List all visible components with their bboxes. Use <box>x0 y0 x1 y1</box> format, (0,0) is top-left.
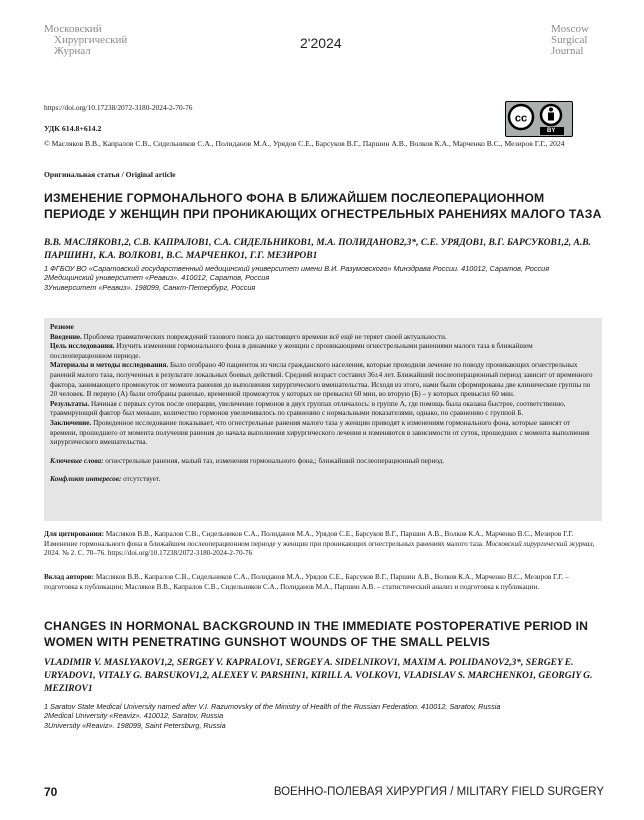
keywords-text: огнестрельные ранения, малый таз, изменения гормонального фона,; ближайший послеоперационный период. <box>103 456 445 465</box>
abstract-conclusion <box>50 419 596 448</box>
cc-by-license-badge[interactable] <box>505 101 573 137</box>
conclusion-text: Проведенное исследование показывает, что огнестрельные ранения малого таза у женщин приводят к изменениям гормонального фона, которые зависят от времени, прошедшего от момента получения ранения до начала выполнения хирургического лечения и изменяются в зависимости от суток, прошедших с момента выполнения хирургического вмешательства. <box>50 418 590 447</box>
citation-journal: Московский хирургический журнал <box>485 539 593 548</box>
abstract-goal <box>50 342 596 361</box>
affiliations-en <box>44 702 604 730</box>
contribution-text: Масляков В.В., Капралов С.В., Сидельников С.А., Полиданов М.А., Урядов С.Е., Барсуков В.Г., Паршин А.В., Волков К.А., Марченко В.С., Мезиров Г.Г. – подготовка к публикации; Масляков В.В., Капралов С.В., Сидельников С.А., Полиданов М.А., Паршин А.В. – статистический анализ и подготовка к публикации. <box>44 573 569 591</box>
abstract-box <box>44 318 602 521</box>
methods-text: Было отобрано 40 пациенток из числа гражданского населения, которые проходили лечение по поводу проникающих огнестрельных ранений малого таза, полученных в результате локальных боевых действий. Средний возраст составил 36±4 лет. Ближайший послеоперационный период зависит от временного фактора, занимающего промежуток от момента ранения до выполнения хирургического вмешательства. Исходя из этого, нами были сформированы две клинические группы по 20 человек. В первую (А) были отобраны раненые, временной промежуток у которых не превысил 60 мин, во вторую (Б) – у которых превысил 60 мин. <box>50 361 593 399</box>
conflict-label: Конфликт интересов: <box>50 475 122 484</box>
udk-code: УДК 614.8+614.2 <box>44 124 102 133</box>
affiliations-ru <box>44 264 604 292</box>
intro-text: Проблема травматических повреждений тазового пояса до настоящего времени всё ещё не теряет своей актуальности. <box>81 332 447 341</box>
abstract-results <box>50 400 596 419</box>
issue-number: 2'2024 <box>300 35 342 51</box>
abstract-heading <box>50 323 596 333</box>
conclusion-label: Заключение. <box>50 418 92 427</box>
abstract-keywords <box>50 457 596 467</box>
keywords-label: Ключевые слова: <box>50 456 104 465</box>
article-title-ru: ИЗМЕНЕНИЕ ГОРМОНАЛЬНОГО ФОНА В БЛИЖАЙШЕМ ПОСЛЕОПЕРАЦИОННОМ ПЕРИОДЕ У ЖЕНЩИН ПРИ ПРОНИКАЮЩИХ ОГНЕСТРЕЛЬНЫХ РАНЕНИЯХ МАЛОГО ТАЗА <box>44 191 602 221</box>
intro-label: Введение. <box>50 332 82 341</box>
logo-en-line2: Surgical <box>551 34 588 46</box>
citation-tail: , 2024. № 2. С. 70–76. https://doi.org/10.17238/2072-3180-2024-2-70-76 <box>44 539 595 558</box>
contribution-label: Вклад авторов: <box>44 573 95 581</box>
affiliation-en-3: 3University «Reaviz». 198099, Saint Petersburg, Russia <box>44 720 226 730</box>
authors-ru <box>44 237 604 263</box>
abstract-heading-text: Резюме <box>50 323 74 331</box>
abstract-conflict <box>50 475 596 485</box>
affiliation-ru-3: 3Университет «Реавиз». 198099, Санкт-Петербург, Россия <box>44 282 256 292</box>
logo-ru-line2: Хирургический <box>54 34 128 46</box>
journal-logo-ru <box>44 24 127 57</box>
article-title-en: CHANGES IN HORMONAL BACKGROUND IN THE IMMEDIATE POSTOPERATIVE PERIOD IN WOMEN WITH PENETRATING GUNSHOT WOUNDS OF THE SMALL PELVIS <box>44 619 589 649</box>
citation-block <box>44 530 602 559</box>
affiliation-en-1: 1 Saratov State Medical University named after V.I. Razumovsky of the Ministry of Health of the Russian Federation. 410012, Saratov, Russia <box>44 702 501 711</box>
doi-link[interactable]: https://doi.org/10.17238/2072-3180-2024-2-70-76 <box>44 103 193 112</box>
abstract-methods <box>50 361 596 399</box>
footer-section-title: ВОЕННО-ПОЛЕВАЯ ХИРУРГИЯ / MILITARY FIELD SURGERY <box>273 786 604 798</box>
methods-label: Материалы и методы исследования. <box>50 361 169 370</box>
citation-text: Масляков В.В., Капралов С.В., Сидельников С.А., Полиданов М.А., Урядов С.Е., Барсуков В.Г., Паршин А.В., Волков К.А., Марченко В.С., Мезиров Г.Г. Изменение гормонального фона в ближайшем послеоперационном периоде у женщин при проникающих огнестрельных ранениях малого таза. <box>44 530 574 548</box>
authors-en <box>44 657 604 696</box>
results-text: Начиная с первых суток после операции, увеличение гормонов в двух группах отличалось: в группе А, где помощь была оказана быстрее, соответственно, травмирующий фактор был меньше, количество гормонов увеличивалось по сравнению с нормальными показателями, однако, по сравнению с группой Б. <box>50 399 566 418</box>
affiliation-ru-2: 2Медицинский университет «Реавиз». 410012, Саратов, Россия <box>44 273 270 283</box>
authors-en-text: VLADIMIR V. MASLYAKOV1,2, SERGEY V. KAPRALOV1, SERGEY A. SIDELNIKOV1, MAXIM A. POLIDANOV2,3*, SERGEY E. URYADOV1, VITALY G. BARSUKOV1,2, ALEXEY V. PARSHIN1, KIRILL A. VOLKOV1, VLADISLAV S. MARCHENKO1, GEORGIY G. MEZIROV1 <box>44 658 593 694</box>
logo-ru-line3: Журнал <box>54 45 91 57</box>
logo-ru-line1: Московский <box>44 23 102 35</box>
goal-text: Изучить изменения гормонального фона в динамике у женщин с проникающими огнестрельными ранениями малого таза в ближайшем послеоперационном периоде. <box>50 342 533 360</box>
goal-label: Цель исследования. <box>50 342 115 351</box>
abstract-intro <box>50 333 596 343</box>
results-label: Результаты. <box>50 399 90 408</box>
svg-text:cc: cc <box>514 112 528 125</box>
contribution-block <box>44 573 602 592</box>
affiliation-en-2: 2Medical University «Reaviz». 410012, Saratov, Russia <box>44 711 224 721</box>
cc-by-label: BY <box>547 128 556 134</box>
authors-ru-text: В.В. МАСЛЯКОВ1,2, С.В. КАПРАЛОВ1, С.А. СИДЕЛЬНИКОВ1, М.А. ПОЛИДАНОВ2,3*, С.Е. УРЯДОВ1, В.Г. БАРСУКОВ1,2, А.В. ПАРШИН1, К.А. ВОЛКОВ1, В.С. МАРЧЕНКО1, Г.Г. МЕЗИРОВ1 <box>44 238 591 261</box>
conflict-text: отсутствует. <box>121 475 161 484</box>
logo-en-line3: Journal <box>551 45 584 57</box>
page-number: 70 <box>44 785 58 799</box>
journal-logo-en <box>551 24 589 57</box>
logo-en-line1: Moscow <box>551 23 589 35</box>
cc-by-icon <box>506 102 572 136</box>
copyright-line: © Масляков В.В., Капралов С.В., Сидельников С.А., Полиданов М.А., Урядов С.Е., Барсуков В.Г., Паршин А.В., Волков К.А., Марченко В.С., Мезиров Г.Г., 2024 <box>44 139 565 148</box>
affiliation-ru-1: 1 ФГБОУ ВО «Саратовский государственный медицинский университет имени В.И. Разумовского» Минздрава России. 410012, Саратов, Россия <box>44 264 550 273</box>
article-type: Оригинальная статья / Original article <box>44 170 176 179</box>
citation-label: Для цитирования: <box>44 530 105 538</box>
